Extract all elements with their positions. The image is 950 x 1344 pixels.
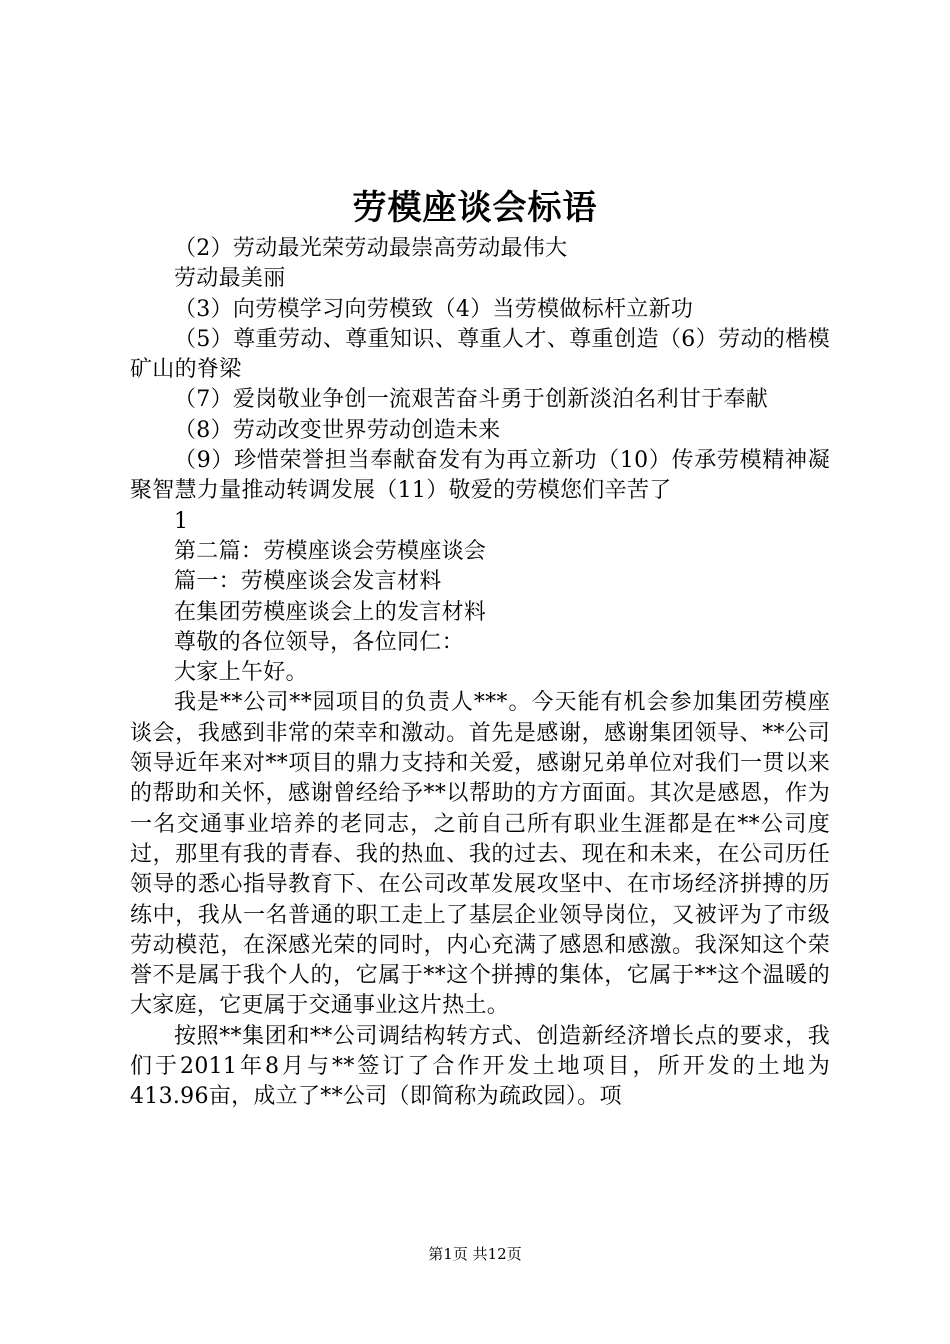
body-paragraph-2: 按照**集团和**公司调结构转方式、创造新经济增长点的要求，我们于2011年8月与**签订了合作开发土地项目，所开发的土地为413.96亩，成立了**公司（即简称为疏政园）。项 [130,1023,830,1110]
salutation: 尊敬的各位领导，各位同仁： [174,629,464,655]
body-paragraph-1: 我是**公司**园项目的负责人***。今天能有机会参加集团劳模座谈会，我感到非常的荣幸和激动。首先是感谢，感谢集团领导、**公司领导近年来对**项目的鼎力支持和关爱，感谢兄弟单位对我们一贯以来的帮助和关怀，感谢曾经给予**以帮助的方方面面。其次是感恩，作为一名交通事业培养的老同志，之前自己所有职业生涯都是在**公司度过，那里有我的青春、我的热血、我的过去、现在和未来，在公司历任领导的悉心指导教育下、在公司改革发展攻坚中、在市场经济拼搏的历练中，我从一名普通的职工走上了基层企业领导岗位，又被评为了市级劳动模范，在深感光荣的同时，内心充满了感恩和感激。我深知这个荣誉不是属于我个人的，它属于**这个拼搏的集体，它属于**这个温暖的大家庭，它更属于交通事业这片热土。 [130,690,830,1019]
subsection-heading: 篇一：劳模座谈会发言材料 [174,569,442,595]
paragraph-4: （5）尊重劳动、尊重知识、尊重人才、尊重创造（6）劳动的楷模矿山的脊梁 [130,326,830,383]
greeting: 大家上午好。 [174,660,308,686]
paragraph-8: 1 [174,508,189,534]
document-body [130,234,830,1113]
paragraph-2: 劳动最美丽 [174,266,286,292]
speech-title: 在集团劳模座谈会上的发言材料 [174,599,487,625]
paragraph-5: （7）爱岗敬业争创一流艰苦奋斗勇于创新淡泊名利甘于奉献 [174,387,769,413]
page-number-footer: 第1页 共12页 [428,1245,522,1263]
paragraph-1: （2）劳动最光荣劳动最崇高劳动最伟大 [174,236,568,261]
paragraph-7: （9）珍惜荣誉担当奉献奋发有为再立新功（10）传承劳模精神凝聚智慧力量推动转调发展（11）敬爱的劳模您们辛苦了 [130,448,830,504]
paragraph-6: （8）劳动改变世界劳动创造未来 [174,417,501,443]
section-heading: 第二篇：劳模座谈会劳模座谈会 [174,538,487,564]
document-title: 劳模座谈会标语 [352,188,598,228]
paragraph-3: （3）向劳模学习向劳模致（4）当劳模做标杆立新功 [174,296,694,322]
